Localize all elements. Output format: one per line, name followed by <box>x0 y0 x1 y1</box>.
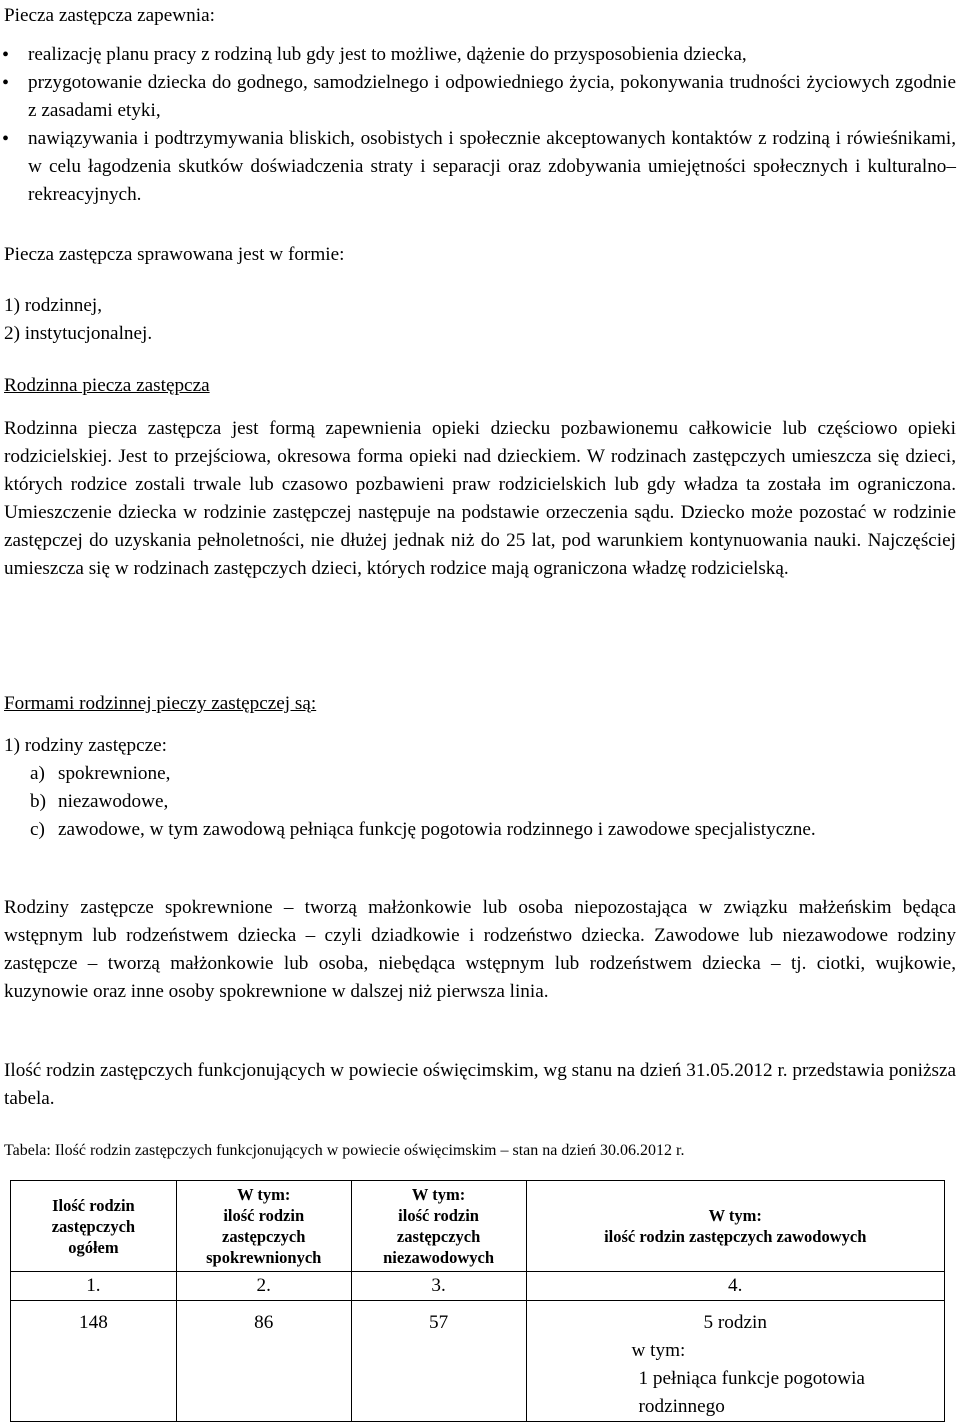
sub-list <box>30 760 956 844</box>
foster-families-table <box>10 1180 945 1422</box>
families-description: Rodziny zastępcze spokrewnione – tworzą małżonkowie lub osoba niepozostająca w związku małżeńskim będąca wstępnym lub rodzeństwem dziecka – czyli dziadkowie i rodzeństwo dziecka. Zawodowe lub niezawodowe rodziny zastępcze – tworzą małżonkowie lub osoba, niebędąca wstępnym lub rodzeństwem dziecka – tj. ciotki, wujkowie, kuzynowie oraz inne osoby spokrewnione w dalszej niż pierwsza linia. <box>4 897 956 1002</box>
list-item: • realizację planu pracy z rodziną lub gdy jest to możliwe, dążenie do przysposobienia dziecka, <box>4 41 956 69</box>
list-item: • przygotowanie dziecka do godnego, samodzielnego i odpowiedniego życia, pokonywania trudności życiowych zgodnie z zasadami etyki, <box>4 69 956 125</box>
column-header: Ilość rodzin zastępczych ogółem <box>11 1181 177 1272</box>
section-heading: Rodzinna piecza zastępcza <box>4 375 210 396</box>
table-row <box>11 1272 945 1301</box>
forms-heading: Piecza zastępcza sprawowana jest w formie: <box>4 244 345 265</box>
list-item: b) niezawodowe, <box>30 791 169 812</box>
count-intro: Ilość rodzin zastępczych funkcjonujących w powiecie oświęcimskim, wg stanu na dzień 31.05.2012 r. przedstawia poniższa tabela. <box>4 1060 956 1109</box>
table-row <box>11 1301 945 1422</box>
table-cell: 57 <box>351 1301 526 1422</box>
table-cell: 3. <box>351 1272 526 1301</box>
table-header-row <box>11 1181 945 1272</box>
list-item: 1) rodziny zastępcze: <box>4 735 168 756</box>
bullet-list <box>4 41 956 209</box>
section-body: Rodzinna piecza zastępcza jest formą zapewnienia opieki dziecku pozbawionemu całkowicie lub częściowo opieki rodzicielskiej. Jest to przejściowa, okresowa forma opieki nad dzieckiem. W rodzinach zastępczych umieszcza się dzieci, których rodzice zostali trwale lub czasowo pozbawieni praw rodzicielskich lub gdy władza ta została im ograniczona. Umieszczenie dziecka w rodzinie zastępczej następuje na podstawie orzeczenia sądu. Dziecko może pozostać w rodzinie zastępczej do uzyskania pełnoletności, nie dłużej jednak niż do 25 lat, pod warunkiem kontynuowania nauki. Najczęściej umieszcza się w rodzinach zastępczych dzieci, których rodzice mają ograniczona władzę rodzicielską. <box>4 418 956 579</box>
table-cell: 86 <box>176 1301 351 1422</box>
list-item: 1) rodzinnej, <box>4 295 103 316</box>
list-item: 2) instytucjonalnej. <box>4 323 153 344</box>
column-header: W tym: ilość rodzin zastępczych zawodowych <box>526 1181 945 1272</box>
family-forms-heading: Formami rodzinnej pieczy zastępczej są: <box>4 693 317 714</box>
table-cell: 148 <box>11 1301 177 1422</box>
column-header: W tym: ilość rodzin zastępczych niezawodowych <box>351 1181 526 1272</box>
column-header: W tym: ilość rodzin zastępczych spokrewnionych <box>176 1181 351 1272</box>
list-item: a) spokrewnione, <box>30 763 171 784</box>
table-caption: Tabela: Ilość rodzin zastępczych funkcjonujących w powiecie oświęcimskim – stan na dzień 30.06.2012 r. <box>4 1142 685 1159</box>
list-item: • nawiązywania i podtrzymywania bliskich, osobistych i społecznie akceptowanych kontaktów z rodziną i rówieśnikami, w celu łagodzenia skutków doświadczenia straty i separacji oraz zdobywania umiejętności społecznych i kulturalno–rekreacyjnych. <box>4 125 956 209</box>
table-cell: 4. <box>526 1272 945 1301</box>
table-cell: 2. <box>176 1272 351 1301</box>
list-item: c) zawodowe, w tym zawodową pełniąca funkcję pogotowia rodzinnego i zawodowe specjalistyczne. <box>30 819 816 840</box>
intro-heading: Piecza zastępcza zapewnia: <box>4 5 215 26</box>
table-cell: 5 rodzin w tym: 1 pełniąca funkcje pogotowia rodzinnego <box>526 1301 945 1422</box>
table-cell: 1. <box>11 1272 177 1301</box>
